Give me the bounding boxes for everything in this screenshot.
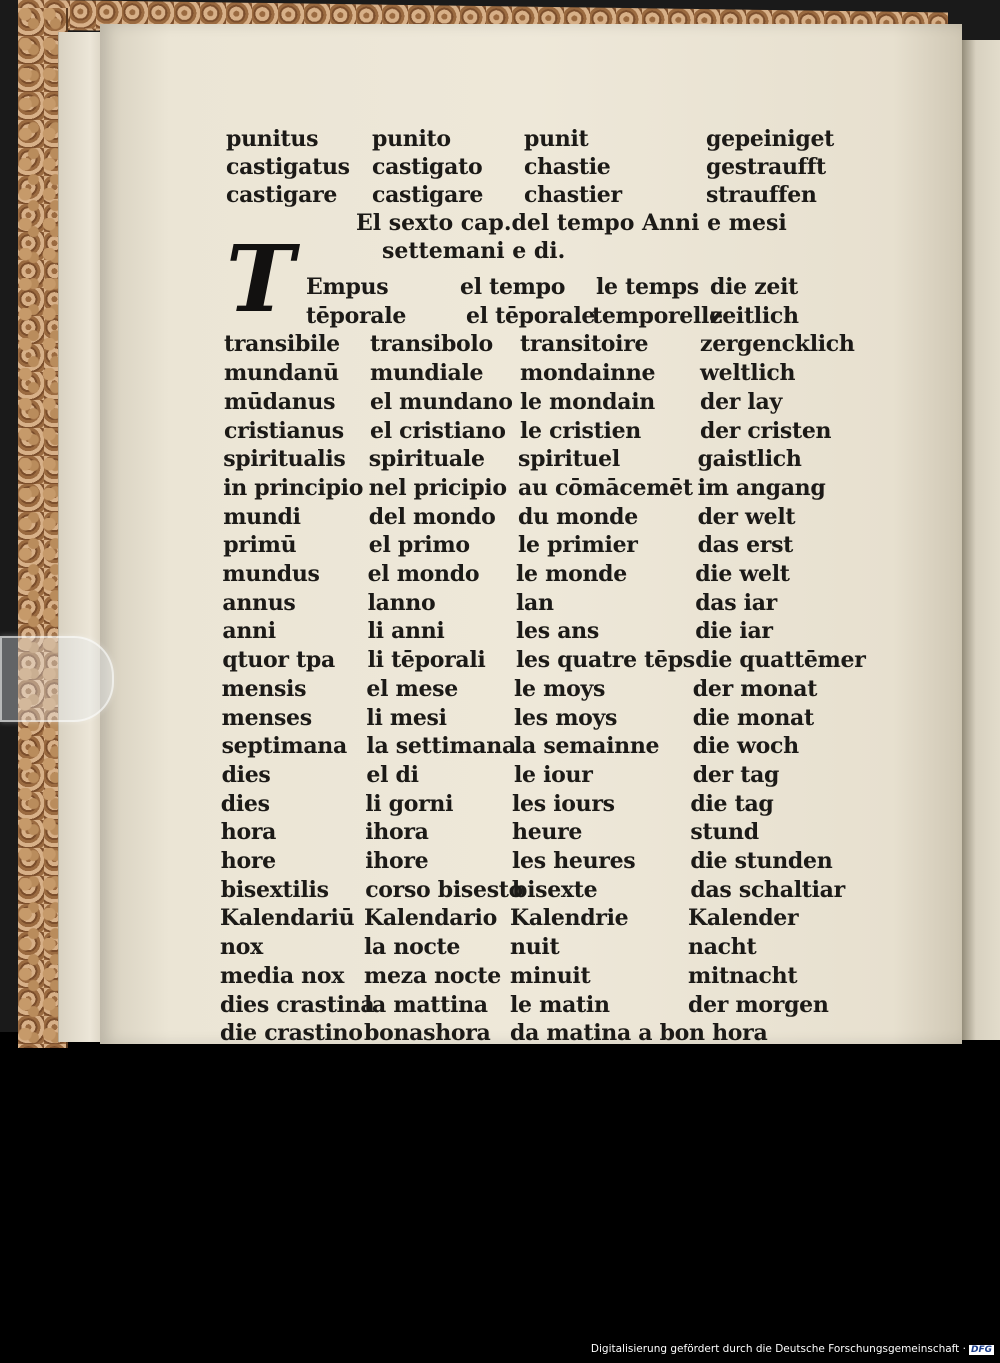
german-word: das erst [697, 532, 794, 558]
latin-word: Empus [306, 274, 389, 300]
italian-word: ihore [365, 848, 429, 874]
italian-word: nel pricipio [368, 475, 507, 501]
italian-word: punito [372, 126, 451, 152]
vocab-row [100, 1020, 962, 1048]
italian-word: el mundano [370, 389, 513, 415]
french-word: la semainne [514, 733, 660, 759]
facing-page-edge [960, 40, 1000, 1040]
german-word: nacht [688, 934, 757, 960]
vocab-row [100, 647, 962, 675]
german-word: die woch [692, 733, 799, 759]
decorated-initial: T [226, 225, 295, 333]
vocab-row [100, 762, 962, 790]
french-word: mondainne [520, 360, 656, 386]
italian-word: el mese [366, 676, 458, 702]
italian-word: lanno [367, 590, 436, 616]
latin-word: primū [223, 532, 297, 558]
german-word: gaistlich [697, 446, 802, 472]
vocab-row [100, 992, 962, 1020]
latin-word: cristianus [224, 418, 344, 444]
dfg-logo: DFG [970, 1345, 992, 1355]
italian-word: li anni [367, 618, 445, 644]
vocab-row [100, 532, 962, 560]
glass-page-holder [0, 636, 114, 722]
vocab-row [100, 561, 962, 589]
latin-word: septimana [221, 733, 347, 759]
italian-word: meza nocte [364, 963, 501, 989]
latin-word: hora [220, 819, 277, 845]
german-word: Kalender [688, 905, 799, 931]
vocab-row [100, 618, 962, 646]
latin-word: menses [221, 705, 312, 731]
french-word: les heures [512, 848, 636, 874]
german-word: die quattēmer [695, 647, 866, 673]
book-page [100, 24, 962, 1044]
french-word: chastier [524, 182, 622, 208]
latin-word: mundus [222, 561, 320, 587]
vocab-row [100, 819, 962, 847]
chapter-heading-line2: settemani e di. [382, 238, 566, 264]
french-word: transitoire [520, 331, 649, 357]
latin-word: transibile [224, 331, 340, 357]
french-word: le iour [514, 762, 593, 788]
latin-word: mensis [221, 676, 307, 702]
german-word: gepeiniget [706, 126, 835, 152]
german-word: der welt [697, 504, 796, 530]
italian-word: el tempo [460, 274, 566, 300]
german-word: das schaltiar [690, 877, 845, 903]
vocab-row [100, 676, 962, 704]
italian-word: ihora [365, 819, 429, 845]
french-word: les moys [514, 705, 618, 731]
latin-word: dies crastina [220, 992, 375, 1018]
french-word: le cristien [520, 418, 641, 444]
italian-word: bonashora [364, 1020, 491, 1046]
latin-word: die crastino [220, 1020, 363, 1046]
german-word: strauffen [706, 182, 817, 208]
french-word: lan [516, 590, 554, 616]
italian-word: li mesi [366, 705, 447, 731]
french-word: minuit [510, 963, 591, 989]
vocab-row [100, 848, 962, 876]
vocab-row [100, 590, 962, 618]
german-word: gestraufft [706, 154, 826, 180]
latin-word: qtuor tpa [222, 647, 335, 673]
german-word: die tag [690, 791, 774, 817]
italian-word: spirituale [368, 446, 485, 472]
vocab-row [100, 934, 962, 962]
german-word: das iar [695, 590, 777, 616]
italian-word: li tēporali [367, 647, 486, 673]
italian-word: el mondo [367, 561, 480, 587]
vocab-row [100, 274, 962, 302]
german-word: die zeit [710, 274, 799, 300]
vocab-row [100, 446, 962, 474]
german-word: zergencklich [700, 331, 855, 357]
vocab-row [100, 303, 962, 331]
italian-word: castigato [372, 154, 483, 180]
latin-word: media nox [220, 963, 345, 989]
italian-word: mundiale [370, 360, 484, 386]
german-word: der morgen [688, 992, 829, 1018]
latin-word: castigare [226, 182, 338, 208]
vocab-row [100, 331, 962, 359]
latin-word: castigatus [226, 154, 350, 180]
italian-word: la mattina [364, 992, 488, 1018]
italian-word: castigare [372, 182, 484, 208]
vocab-row [100, 791, 962, 819]
italian-word: corso bisesto [365, 877, 524, 903]
german-word: der tag [692, 762, 780, 788]
italian-word: la settimana [366, 733, 516, 759]
german-word: die welt [695, 561, 790, 587]
french-word: le matin [510, 992, 610, 1018]
latin-word: nox [220, 934, 263, 960]
german-word: stund [690, 819, 759, 845]
footer-text: Digitalisierung gefördert durch die Deutsche Forschungsgemeinschaft · [590, 1343, 966, 1355]
french-word: au cōmācemēt [518, 475, 693, 501]
french-word: Kalendrie [510, 905, 629, 931]
italian-word: la nocte [364, 934, 461, 960]
latin-word: mūdanus [224, 389, 336, 415]
vocab-row [100, 905, 962, 933]
german-word: zeitlich [710, 303, 799, 329]
german-word: im angang [697, 475, 826, 501]
french-word: spirituel [518, 446, 620, 472]
italian-word: Kalendario [364, 905, 497, 931]
latin-word: mundi [223, 504, 301, 530]
french-word: bisexte [512, 877, 598, 903]
latin-word: hore [220, 848, 276, 874]
german-word: die iar [695, 618, 773, 644]
latin-word: bisextilis [220, 877, 329, 903]
italian-word: el tēporale [466, 303, 596, 329]
french-word: le temps [596, 274, 699, 300]
vocab-row [100, 504, 962, 532]
french-word: le moys [514, 676, 606, 702]
vocab-row [100, 475, 962, 503]
footer-credit [560, 1343, 994, 1359]
latin-word: dies [220, 791, 270, 817]
german-word: die stunden [690, 848, 833, 874]
latin-word: in principio [223, 475, 364, 501]
vocab-row [100, 182, 962, 210]
german-word: der lay [700, 389, 782, 415]
french-word: les ans [516, 618, 599, 644]
german-word: weltlich [700, 360, 796, 386]
italian-word: del mondo [368, 504, 496, 530]
latin-word: tēporale [306, 303, 407, 329]
french-word: le mondain [520, 389, 655, 415]
vocab-row [100, 705, 962, 733]
vocab-row [100, 126, 962, 154]
latin-word: dies [221, 762, 271, 788]
vocab-row [100, 877, 962, 905]
latin-word: annus [222, 590, 296, 616]
italian-word: transibolo [370, 331, 493, 357]
french-word: temporelle [592, 303, 723, 329]
german-word: mitnacht [688, 963, 798, 989]
vocab-row [100, 360, 962, 388]
italian-word: el di [366, 762, 419, 788]
vocab-row [100, 389, 962, 417]
german-word: der cristen [700, 418, 832, 444]
chapter-heading-line1: El sexto cap.del tempo Anni e mesi [356, 210, 787, 236]
german-word: die monat [692, 705, 814, 731]
latin-word: spiritualis [223, 446, 346, 472]
italian-word: el primo [368, 532, 470, 558]
french-word: punit [524, 126, 589, 152]
vocab-row [100, 418, 962, 446]
page-text [100, 24, 962, 1044]
latin-word: Kalendariū [220, 905, 355, 931]
french-word: les iours [512, 791, 615, 817]
french-word: heure [512, 819, 583, 845]
italian-word: el cristiano [370, 418, 506, 444]
german-word: der monat [692, 676, 818, 702]
italian-word: li gorni [365, 791, 454, 817]
latin-word: punitus [226, 126, 319, 152]
french-word: le monde [516, 561, 627, 587]
french-word: le primier [518, 532, 638, 558]
french-word: du monde [518, 504, 638, 530]
latin-word: anni [222, 618, 276, 644]
vocab-row [100, 154, 962, 182]
vocab-row [100, 963, 962, 991]
latin-word: mundanū [224, 360, 339, 386]
french-word: les quatre tēps [516, 647, 695, 673]
french-word: chastie [524, 154, 611, 180]
vocab-row [100, 733, 962, 761]
french-word: nuit [510, 934, 560, 960]
french-word: da matina a bon hora [510, 1020, 768, 1046]
